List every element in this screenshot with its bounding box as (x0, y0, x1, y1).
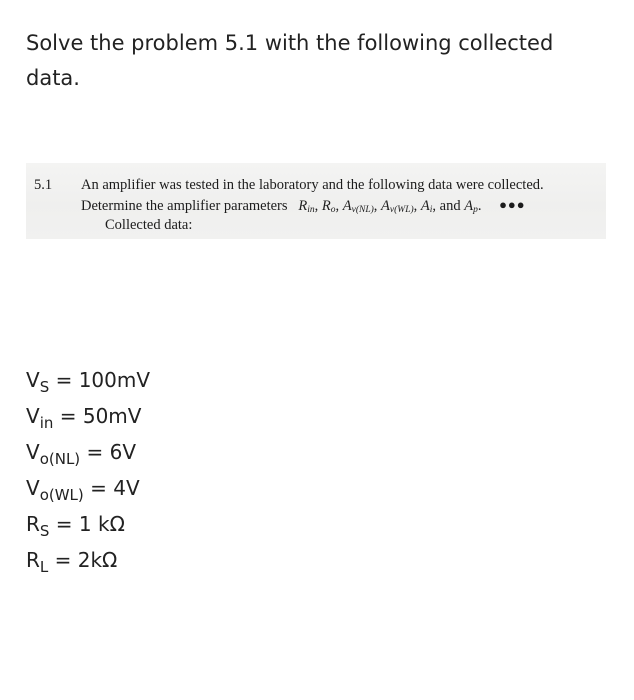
more-options-icon[interactable]: ●●● (499, 197, 526, 212)
data-vo-wl: $V_{o(WL)} = 4V$ (26, 476, 140, 504)
problem-line-3: Collected data: (105, 217, 193, 233)
data-rs: $R_S = 1$ kΩ (26, 512, 125, 540)
param-ap: $A_p$ (464, 198, 478, 215)
problem-line-1: An amplifier was tested in the laboratory and the following data were collected. (81, 177, 544, 193)
question-text: Solve the problem 5.1 with the following collected data. (26, 31, 554, 90)
param-av-nl: $A_{v(NL)}$ (342, 198, 374, 215)
collected-data-list (26, 362, 150, 578)
problem-scan (26, 163, 606, 239)
param-rin: $R_{in}$ (298, 198, 315, 215)
param-ai: $A_i$ (420, 198, 433, 215)
data-vin: $V_{in} = 50mV$ (26, 404, 142, 432)
problem-line-2: Determine the amplifier parameters $R_{in}$, $R_o$, $A_{v(NL)}$, $A_{v(WL)}$, $A_i$, and $A_p$. ●●● (81, 197, 526, 215)
data-vs: $V_S = 100mV$ (26, 368, 151, 396)
problem-line-2-prefix: Determine the amplifier parameters (81, 198, 288, 214)
param-av-wl: $A_{v(WL)}$ (381, 198, 414, 215)
data-rl: $R_L = 2k\Omega$ (26, 548, 118, 576)
param-ro: $R_o$ (321, 198, 336, 215)
data-vo-nl: $V_{o(NL)} = 6V$ (26, 440, 137, 468)
problem-number: 5.1 (34, 177, 53, 193)
